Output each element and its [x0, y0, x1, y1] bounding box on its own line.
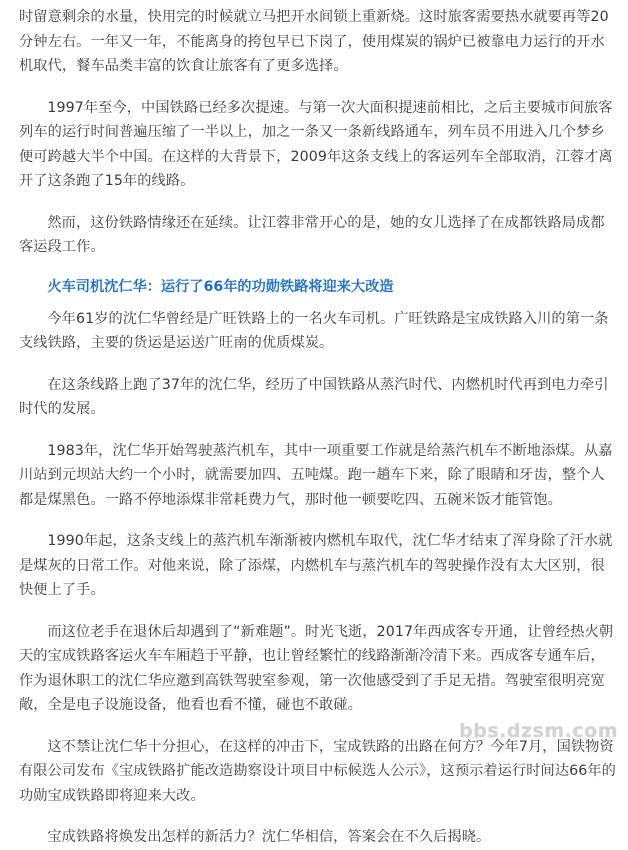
- article-paragraph: 1990年起，这条支线上的蒸汽机车渐渐被内燃机车取代，沈仁华才结束了浑身除了汗水就是煤灰的日常工作。对他来说，除了添煤，内燃机车与蒸汽机车的驾驶操作没有太大区别，很快便上了手。: [19, 533, 613, 598]
- article-paragraph: 1983年，沈仁华开始驾驶蒸汽机车，其中一项重要工作就是给蒸汽机车不断地添煤。从嘉川站到元坝站大约一个小时，就需要加四、五吨煤。跑一趟车下来，除了眼睛和牙齿，整个人都是煤黑色。一路不停地添煤非常耗费力气，那时他一顿要吃四、五碗米饭才能管饱。: [19, 442, 613, 508]
- article-paragraph: 而这位老手在退休后却遇到了“新难题”。时光飞逝，2017年西成客专开通，让曾经热火朝天的宝成铁路客运火车车厢趋于平静，也让曾经繁忙的线路渐渐冷清下来。西成客专通车后，作为退休职工的沈仁华应邀到高铁驾驶室参观，第一次他感受到了手足无措。驾驶室很明亮宽敞，全是电子设施设备，他看也看不懂，碰也不敢碰。: [19, 623, 614, 713]
- site-watermark: bbs.dzsm.com: [459, 720, 618, 742]
- article-paragraph: 时留意剩余的水量，快用完的时候就立马把开水间锁上重新烧。这时旅客需要热水就要再等20分钟左右。一年又一年，不能离身的挎包早已下岗了，使用煤炭的锅炉已被靠电力运行的开水机取代，餐车品类丰富的饮食让旅客有了更多选择。: [19, 9, 609, 74]
- section-heading: 火车司机沈仁华：运行了66年的功勋铁路将迎来大改造: [47, 278, 394, 295]
- article-paragraph: 然而，这份铁路情缘还在延续。让江蓉非常开心的是，她的女儿选择了在成都铁路局成都客运段工作。: [19, 214, 605, 255]
- article-paragraph: 今年61岁的沈仁华曾经是广旺铁路上的一名火车司机。广旺铁路是宝成铁路入川的第一条支线铁路，主要的货运是运送广旺南的优质煤炭。: [19, 310, 609, 351]
- article-paragraph: 1997年至今，中国铁路已经多次提速。与第一次大面积提速前相比，之后主要城市间旅客列车的运行时间普遍压缩了一半以上，加之一条又一条新线路通车，列车员不用进入几个梦乡便可跨越大半个中国。在这样的大背景下，2009年这条支线上的客运列车全部取消，江蓉才离开了这条跑了15年的线路。: [19, 99, 613, 189]
- article-paragraph: 这不禁让沈仁华十分担心，在这样的冲击下，宝成铁路的出路在何方？今年7月，国铁物资有限公司发布《宝成铁路扩能改造勘察设计项目中标候选人公示》，这预示着运行时间达66年的功勋宝成铁路即将迎来大改。: [19, 738, 616, 804]
- article-paragraph: 宝成铁路将焕发出怎样的新活力？沈仁华相信，答案会在不久后揭晓。: [47, 829, 491, 845]
- article-paragraph: 在这条线路上跑了37年的沈仁华，经历了中国铁路从蒸汽时代、内燃机时代再到电力牵引时代的发展。: [19, 376, 609, 417]
